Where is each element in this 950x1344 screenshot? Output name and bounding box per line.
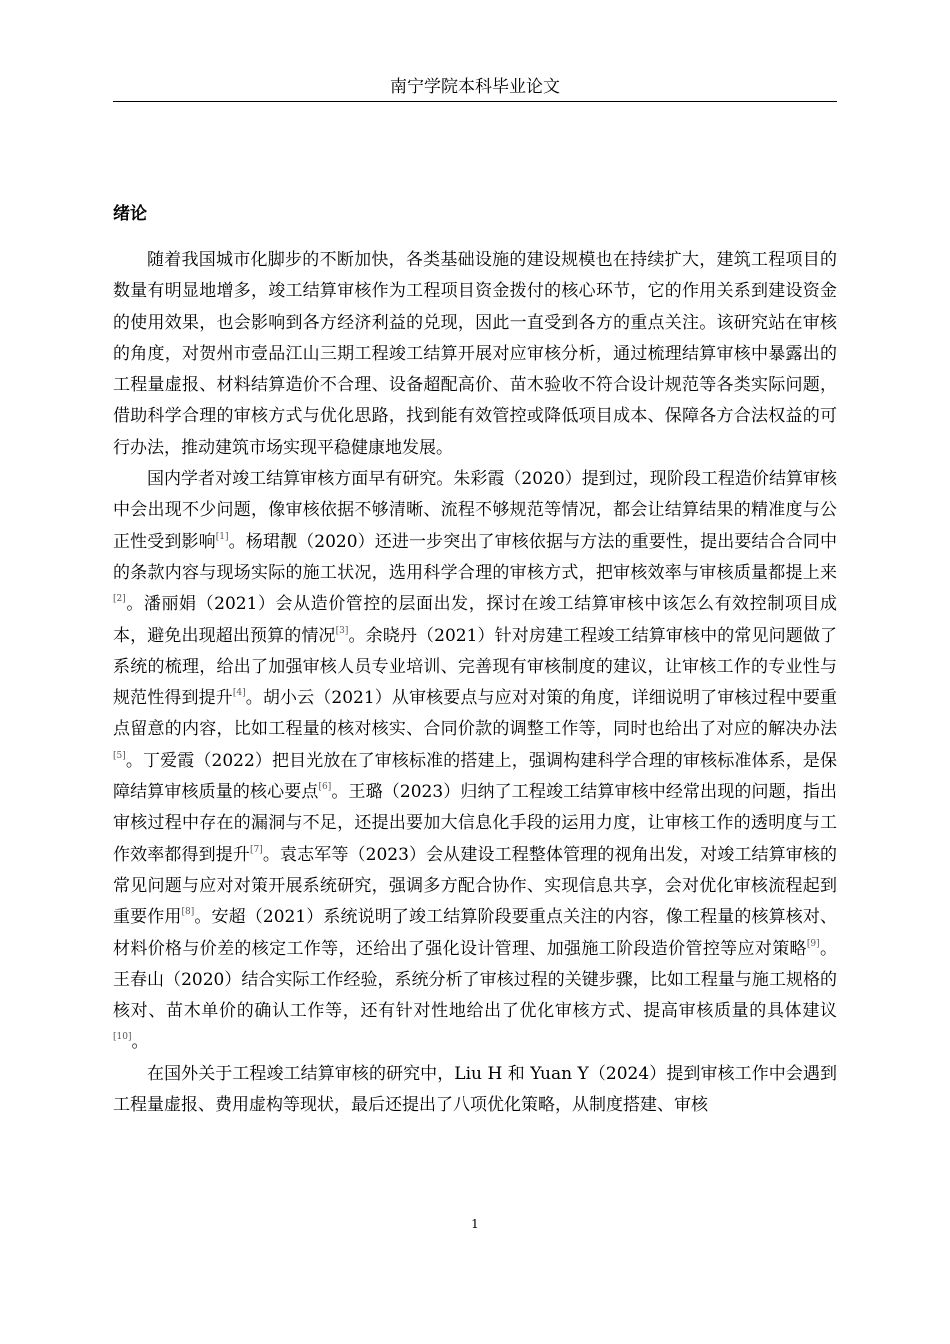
page-number: 1 [471,1217,479,1231]
citation-marker: [4] [232,688,246,699]
citation-marker: [3] [335,625,349,636]
text-run: 。安超（2021）系统说明了竣工结算阶段要重点关注的内容，像工程量的核算核对、材料价格与价差的核定工作等，还给出了强化设计管理、加强施工阶段造价管控等应对策略 [113,907,837,959]
text-run: 随着我国城市化脚步的不断加快，各类基础设施的建设规模也在持续扩大，建筑工程项目的数量有明显地增多，竣工结算审核作为工程项目资金拨付的核心环节，它的作用关系到建设资金的使用效果，也会影响到各方经济利益的兑现，因此一直受到各方的重点关注。该研究站在审核的角度，对贺州市壹品江山三期工程竣工结算开展对应审核分析，通过梳理结算审核中暴露出的工程量虚报、材料结算造价不合理、设备超配高价、苗木验收不符合设计规范等各类实际问题，借助科学合理的审核方式与优化思路，找到能有效管控或降低项目成本、保障各方合法权益的可行办法，推动建筑市场实现平稳健康地发展。 [113,250,837,458]
text-run: 。袁志军等（2023）会从建设工程整体管理的视角出发，对竣工结算审核的常见问题与应对对策开展系统研究，强调多方配合协作、实现信息共享，会对优化审核流程起到重要作用 [113,844,837,928]
citation-marker: [1] [215,531,229,542]
citation-marker: [6] [318,782,332,793]
text-run: 。王璐（2023）归纳了工程竣工结算审核中经常出现的问题，指出审核过程中存在的漏洞与不足，还提出要加大信息化手段的运用力度，让审核工作的透明度与工作效率都得到提升 [113,782,838,865]
citation-marker: [5] [113,750,126,761]
paragraph [113,1059,837,1122]
text-run: 。 [131,1032,149,1053]
text-run: 国内学者对竣工结算审核方面早有研究。朱彩霞（2020）提到过，现阶段工程造价结算审核中会出现不少问题，像审核依据不够清晰、流程不够规范等情况，都会让结算结果的精准度与公正性受到影响 [113,469,837,552]
section-heading: 绪论 [113,204,147,224]
body-text [113,245,837,1121]
text-run: 在国外关于工程竣工结算审核的研究中，Liu H 和 Yuan Y（2024）提到审核工作中会遇到工程量虚报、费用虚构等现状，最后还提出了八项优化策略，从制度搭建、审核 [113,1063,837,1116]
text-run: 。丁爱霞（2022）把目光放在了审核标准的搭建上，强调构建科学合理的审核标准体系，是保障结算审核质量的核心要点 [113,750,837,803]
text-run: 。杨珺靓（2020）还进一步突出了审核依据与方法的重要性，提出要结合合同中的条款内容与现场实际的施工状况，选用科学合理的审核方式，把审核效率与审核质量都提上来 [113,531,837,583]
paragraph [113,245,837,464]
citation-marker: [8] [181,907,195,918]
header-rule [113,101,837,102]
citation-marker: [2] [113,594,126,605]
page-header: 南宁学院本科毕业论文 [390,77,560,97]
citation-marker: [10] [113,1032,132,1043]
text-run: 。王春山（2020）结合实际工作经验，系统分析了审核过程的关键步骤，比如工程量与施工规格的核对、苗木单价的确认工作等，还有针对性地给出了优化审核方式、提高审核质量的具体建议 [113,938,838,1022]
paragraph [113,464,837,1059]
text-run: 。余晓丹（2021）针对房建工程竣工结算审核中的常见问题做了系统的梳理，给出了加强审核人员专业培训、完善现有审核制度的建议，让审核工作的专业性与规范性得到提升 [113,625,838,709]
text-run: 。胡小云（2021）从审核要点与应对对策的角度，详细说明了审核过程中要重点留意的内容，比如工程量的核对核实、合同价款的调整工作等，同时也给出了对应的解决办法 [113,688,837,740]
citation-marker: [7] [250,844,263,855]
text-run: 。潘丽娟（2021）会从造价管控的层面出发，探讨在竣工结算审核中该怎么有效控制项目成本，避免出现超出预算的情况 [113,594,837,646]
citation-marker: [9] [806,938,820,949]
